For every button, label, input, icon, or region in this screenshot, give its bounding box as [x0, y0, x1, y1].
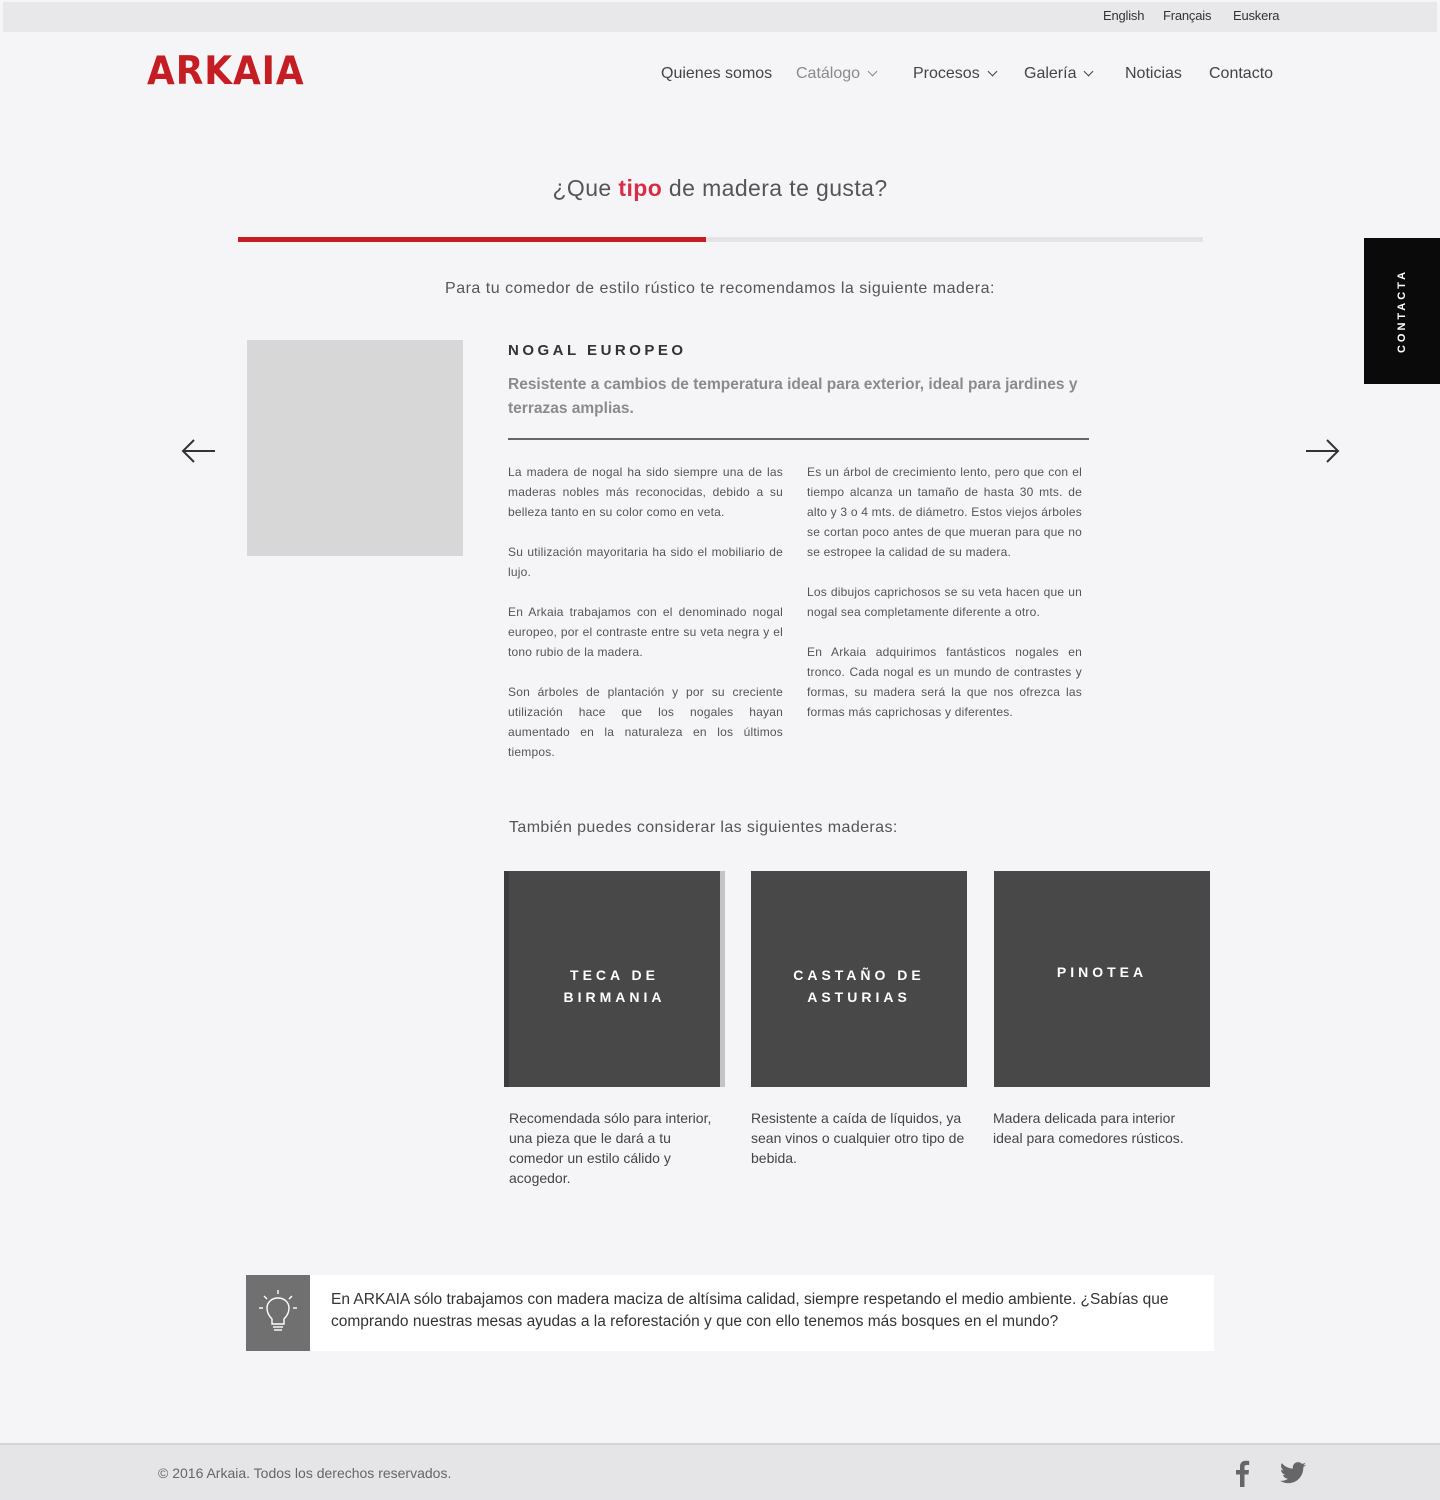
page-title [0, 175, 1440, 202]
footer [0, 1443, 1440, 1500]
chevron-down-icon [987, 67, 997, 77]
nav-noticias[interactable] [1125, 65, 1182, 83]
card-label-line: PINOTEA [1056, 964, 1148, 980]
copyright: © 2016 Arkaia. Todos los derechos reservados. [158, 1465, 452, 1481]
nav-procesos[interactable] [913, 65, 996, 83]
divider [508, 438, 1089, 440]
alt-desc-pinotea: Madera delicada para interior ideal para comedores rústicos. [993, 1110, 1184, 1146]
lang-english[interactable]: English [1103, 8, 1145, 23]
alternatives-heading: También puedes considerar las siguientes maderas: [509, 819, 898, 836]
card-label-line: CASTAÑO DE [793, 967, 925, 983]
lang-basque[interactable]: Euskera [1233, 8, 1280, 23]
nav-quienes-somos[interactable] [661, 65, 772, 83]
twitter-icon[interactable] [1280, 1462, 1306, 1484]
alt-desc-castano: Resistente a caída de líquidos, ya sean vinos o cualquier otro tipo de bebida. [751, 1110, 965, 1166]
contact-side-tab[interactable] [1364, 238, 1440, 384]
language-bar [3, 2, 1437, 32]
wood-image [247, 340, 463, 556]
alt-card-castano[interactable] [751, 871, 967, 1087]
card-label [793, 964, 925, 1008]
paragraph: Los dibujos caprichosos se su veta hacen que un nogal sea completamente diferente a otro. [807, 585, 1082, 619]
nav-label: Noticias [1125, 65, 1182, 82]
arrow-left-icon[interactable] [181, 436, 217, 466]
chevron-down-icon [868, 67, 878, 77]
lang-french[interactable]: Français [1163, 8, 1212, 23]
chevron-down-icon [1084, 67, 1094, 77]
card-label-line: ASTURIAS [807, 989, 911, 1005]
side-tab-label: CONTACTA [1396, 268, 1408, 354]
lightbulb-icon [246, 1275, 310, 1351]
paragraph: Su utilización mayoritaria ha sido el mobiliario de lujo. [508, 545, 783, 579]
title-post: de madera te gusta? [662, 175, 888, 201]
logo[interactable]: ARKAIA [147, 49, 305, 94]
nav-label: Quienes somos [661, 65, 773, 82]
title-pre: ¿Que [552, 175, 619, 201]
alt-card-pinotea[interactable] [994, 871, 1210, 1087]
nav-contacto[interactable] [1209, 65, 1273, 83]
arrow-right-icon[interactable] [1304, 436, 1340, 466]
nav-galeria[interactable] [1024, 65, 1092, 83]
progress-fill [238, 237, 706, 242]
tip-text: En ARKAIA sólo trabajamos con madera maciza de altísima calidad, siempre respetando el medio ambiente. ¿Sabías que comprando nuestras mesas ayudas a la reforestación y que con ello tenemos más bosques en el mundo? [331, 1291, 1169, 1330]
recommend-text: Para tu comedor de estilo rústico te recomendamos la siguiente madera: [445, 280, 995, 297]
wood-subtitle: Resistente a cambios de temperatura ideal para exterior, ideal para jardines y terrazas amplias. [508, 376, 1078, 417]
nav-catalogo[interactable] [796, 65, 876, 83]
paragraph: Son árboles de plantación y por su creciente utilización hace que los nogales hayan aumentado en la naturaleza en los últimos tiempos. [508, 685, 783, 759]
quiz-progress-bar [238, 237, 1203, 242]
paragraph: En Arkaia trabajamos con el denominado nogal europeo, por el contraste entre su veta negra y el tono rubio de la madera. [508, 605, 783, 659]
card-label [1057, 961, 1147, 983]
wood-description-col1 [508, 462, 783, 782]
tip-box [246, 1275, 1214, 1351]
title-highlight: tipo [618, 175, 663, 201]
card-label-line: BIRMANIA [563, 989, 666, 1005]
wood-description-col2 [807, 462, 1082, 742]
alt-card-teca[interactable] [504, 871, 725, 1087]
wood-title: NOGAL EUROPEO [508, 342, 687, 359]
card-label [564, 964, 666, 1008]
paragraph: En Arkaia adquirimos fantásticos nogales en tronco. Cada nogal es un mundo de contrastes y formas, su madera será la que nos ofrezca las formas más caprichosas y diferentes. [807, 645, 1082, 719]
alt-desc-teca: Recomendada sólo para interior, una pieza que le dará a tu comedor un estilo cálido y acogedor. [509, 1110, 712, 1186]
nav-label: Galería [1024, 65, 1077, 82]
facebook-icon[interactable] [1233, 1459, 1251, 1487]
nav-label: Contacto [1209, 65, 1274, 82]
tip-icon-box [246, 1275, 310, 1351]
nav-label: Procesos [913, 65, 980, 82]
nav-label: Catálogo [796, 65, 861, 82]
card-label-line: TECA DE [570, 967, 659, 983]
paragraph: La madera de nogal ha sido siempre una de las maderas nobles más reconocidas, debido a su belleza tanto en su color como en veta. [508, 465, 783, 519]
paragraph: Es un árbol de crecimiento lento, pero que con el tiempo alcanza un tamaño de hasta 30 mts. de alto y 3 o 4 mts. de diámetro. Estos viejos árboles se cortan poco antes de que mueran para que no se estropee la calidad de su madera. [807, 465, 1082, 559]
